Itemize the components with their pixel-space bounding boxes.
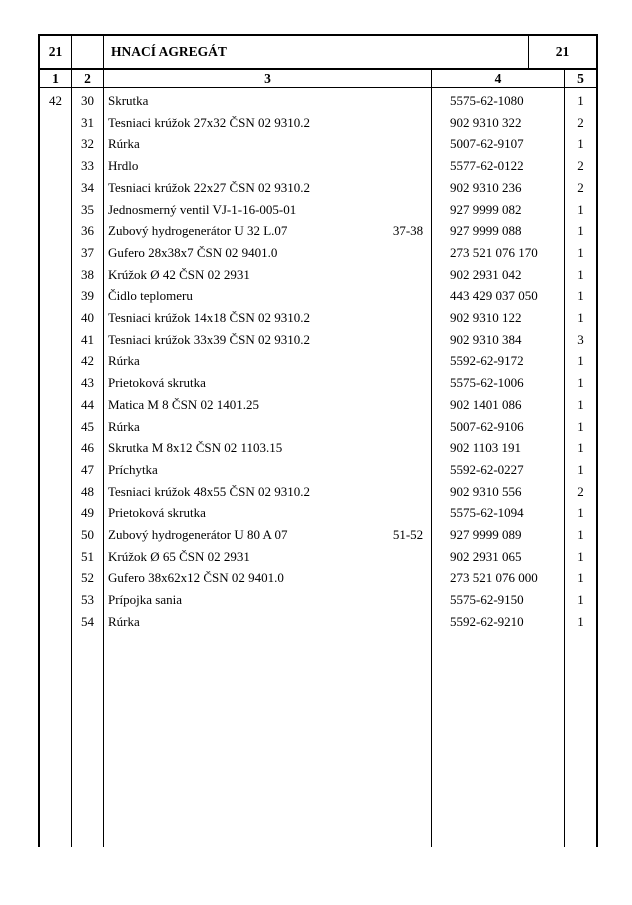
row-position: 31 bbox=[81, 114, 94, 130]
row-part-number: 5575-62-1080 bbox=[450, 93, 524, 108]
row-quantity: 1 bbox=[577, 527, 584, 542]
col-3-divider bbox=[431, 69, 432, 847]
row-position: 37 bbox=[81, 244, 94, 260]
row-part-number: 5592-62-0227 bbox=[450, 461, 524, 477]
row-quantity: 2 bbox=[577, 483, 584, 499]
row-part-number: 927 9999 082 bbox=[450, 201, 522, 217]
row-part-number: 902 2931 042 bbox=[450, 266, 522, 282]
row-part-name: Zubový hydrogenerátor U 80 A 07 bbox=[108, 527, 288, 542]
row-position: 33 bbox=[81, 158, 94, 174]
row-part-number: 902 9310 122 bbox=[450, 310, 522, 325]
header-top-border bbox=[38, 34, 598, 36]
row-part-name: Tesniaci krúžok 33x39 ČSN 02 9310.2 bbox=[108, 331, 311, 347]
row-quantity: 1 bbox=[577, 223, 584, 239]
row-part-number: 5007-62-9107 bbox=[450, 136, 524, 152]
row-quantity: 1 bbox=[577, 548, 584, 564]
row-position: 44 bbox=[81, 396, 94, 412]
row-part-name: Rúrka bbox=[108, 353, 140, 369]
row-position: 49 bbox=[81, 505, 94, 521]
row-part-name: Skrutka bbox=[108, 93, 149, 108]
row-part-number: 5592-62-9210 bbox=[450, 613, 524, 629]
row-part-name: Skrutka M 8x12 ČSN 02 1103.15 bbox=[108, 440, 283, 456]
row-quantity: 1 bbox=[577, 93, 584, 108]
row-quantity: 1 bbox=[577, 201, 584, 217]
row-part-name: Prietoková skrutka bbox=[108, 375, 206, 391]
row-quantity: 1 bbox=[577, 418, 584, 434]
column-header-2: 2 bbox=[84, 71, 91, 86]
row-part-number: 902 9310 556 bbox=[450, 483, 522, 499]
row-quantity: 2 bbox=[577, 158, 584, 174]
row-quantity: 1 bbox=[577, 570, 584, 586]
row-quantity: 1 bbox=[577, 613, 584, 629]
row-part-name: Krúžok Ø 42 ČSN 02 2931 bbox=[108, 266, 250, 282]
section-number-left: 21 bbox=[48, 44, 63, 59]
row-position: 43 bbox=[81, 375, 94, 391]
row-position: 32 bbox=[81, 136, 94, 152]
column-header-1: 1 bbox=[52, 71, 59, 86]
row-position: 51 bbox=[81, 548, 94, 564]
row-reference: 37-38 bbox=[392, 223, 424, 239]
row-part-name: Prietoková skrutka bbox=[108, 505, 206, 521]
row-part-number: 5575-62-1006 bbox=[450, 375, 524, 391]
row-position: 48 bbox=[81, 483, 94, 499]
row-position: 40 bbox=[81, 310, 94, 325]
parts-list-sheet bbox=[38, 34, 598, 847]
row-part-name: Tesniaci krúžok 22x27 ČSN 02 9310.2 bbox=[108, 179, 311, 195]
row-position: 42 bbox=[81, 353, 94, 369]
row-quantity: 2 bbox=[577, 114, 584, 130]
row-quantity: 1 bbox=[577, 505, 584, 521]
row-part-number: 5592-62-9172 bbox=[450, 353, 524, 369]
row-quantity: 1 bbox=[577, 310, 584, 325]
row-quantity: 1 bbox=[577, 266, 584, 282]
row-part-name: Rúrka bbox=[108, 418, 140, 434]
row-position: 34 bbox=[81, 179, 94, 195]
row-position: 47 bbox=[81, 461, 94, 477]
row-quantity: 1 bbox=[577, 396, 584, 412]
row-part-number: 273 521 076 000 bbox=[450, 570, 538, 586]
row-position: 36 bbox=[81, 223, 94, 239]
column-header-3: 3 bbox=[264, 71, 271, 86]
group-number: 42 bbox=[49, 93, 62, 108]
row-part-name: Rúrka bbox=[108, 613, 140, 629]
section-number-right: 21 bbox=[555, 44, 570, 59]
column-header-4: 4 bbox=[494, 71, 502, 86]
row-part-number: 273 521 076 170 bbox=[450, 244, 538, 260]
row-position: 38 bbox=[81, 266, 94, 282]
row-part-name: Gufero 28x38x7 ČSN 02 9401.0 bbox=[108, 244, 278, 260]
row-quantity: 1 bbox=[577, 440, 584, 456]
column-header-5: 5 bbox=[577, 71, 584, 86]
header-bottom-border bbox=[38, 68, 598, 70]
row-part-number: 927 9999 088 bbox=[450, 223, 522, 239]
row-quantity: 1 bbox=[577, 461, 584, 477]
page-title: HNACÍ AGREGÁT bbox=[111, 44, 227, 59]
row-part-name: Hrdlo bbox=[108, 158, 139, 174]
row-part-name: Príchytka bbox=[108, 461, 158, 477]
row-part-name: Tesniaci krúžok 48x55 ČSN 02 9310.2 bbox=[108, 483, 311, 499]
row-part-number: 902 9310 384 bbox=[450, 331, 522, 347]
row-quantity: 1 bbox=[577, 288, 584, 304]
row-quantity: 1 bbox=[577, 375, 584, 391]
row-part-name: Krúžok Ø 65 ČSN 02 2931 bbox=[108, 548, 250, 564]
row-part-number: 5575-62-1094 bbox=[450, 505, 524, 521]
row-part-number: 443 429 037 050 bbox=[450, 288, 538, 304]
row-position: 50 bbox=[81, 527, 94, 542]
row-quantity: 1 bbox=[577, 353, 584, 369]
row-quantity: 1 bbox=[577, 136, 584, 152]
row-position: 41 bbox=[81, 331, 94, 347]
row-part-number: 902 2931 065 bbox=[450, 548, 522, 564]
row-quantity: 1 bbox=[577, 244, 584, 260]
row-position: 45 bbox=[81, 418, 94, 434]
row-part-number: 902 9310 236 bbox=[450, 179, 522, 195]
row-part-name: Gufero 38x62x12 ČSN 02 9401.0 bbox=[108, 570, 284, 586]
row-part-name: Čidlo teplomeru bbox=[108, 288, 193, 304]
row-position: 54 bbox=[81, 613, 94, 629]
row-part-number: 5577-62-0122 bbox=[450, 158, 524, 174]
row-part-name: Zubový hydrogenerátor U 32 L.07 bbox=[108, 223, 288, 239]
row-part-number: 5007-62-9106 bbox=[450, 418, 524, 434]
row-part-name: Jednosmerný ventil VJ-1-16-005-01 bbox=[108, 201, 297, 217]
row-position: 30 bbox=[81, 93, 94, 108]
row-part-number: 902 1103 191 bbox=[450, 440, 522, 456]
row-part-number: 902 1401 086 bbox=[450, 396, 522, 412]
row-quantity: 1 bbox=[577, 592, 584, 608]
row-position: 35 bbox=[81, 201, 94, 217]
right-border bbox=[596, 34, 598, 847]
row-position: 53 bbox=[81, 592, 94, 608]
row-part-number: 5575-62-9150 bbox=[450, 592, 524, 608]
row-part-name: Prípojka sania bbox=[108, 592, 183, 608]
row-part-number: 927 9999 089 bbox=[450, 527, 522, 542]
row-position: 52 bbox=[81, 570, 94, 586]
row-part-name: Rúrka bbox=[108, 136, 140, 152]
col-2-divider bbox=[103, 34, 104, 847]
row-position: 39 bbox=[81, 288, 94, 304]
row-part-name: Matica M 8 ČSN 02 1401.25 bbox=[108, 396, 259, 412]
row-position: 46 bbox=[81, 440, 94, 456]
row-part-name: Tesniaci krúžok 27x32 ČSN 02 9310.2 bbox=[108, 114, 311, 130]
row-quantity: 3 bbox=[577, 331, 584, 347]
row-part-number: 902 9310 322 bbox=[450, 114, 522, 130]
row-quantity: 2 bbox=[577, 179, 584, 195]
left-border bbox=[38, 34, 40, 847]
column-header-bottom-border bbox=[38, 87, 598, 88]
row-reference: 51-52 bbox=[392, 527, 424, 542]
row-part-name: Tesniaci krúžok 14x18 ČSN 02 9310.2 bbox=[108, 310, 311, 325]
